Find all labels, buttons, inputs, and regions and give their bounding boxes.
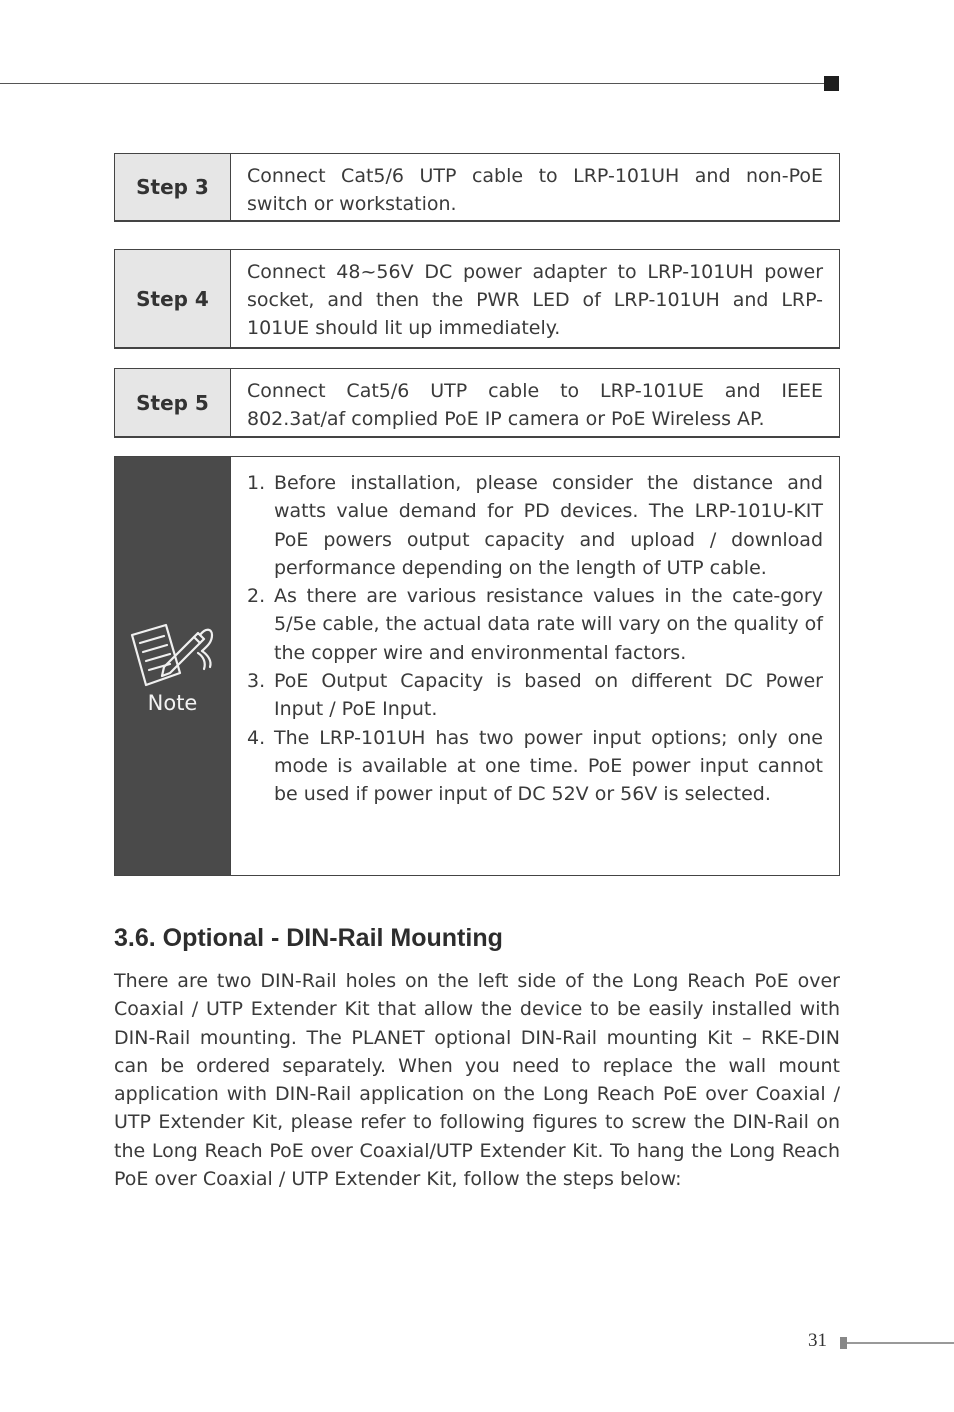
step-5-text: Connect Cat5/6 UTP cable to LRP-101UE and IEEE 802.3at/af complied PoE IP camera or PoE Wireless AP. [247,380,823,430]
note-item [247,582,823,667]
note-item-number: 1. [247,472,266,494]
step-3-text: Connect Cat5/6 UTP cable to LRP-101UH and non-PoE switch or workstation. [247,165,823,215]
note-table [114,456,840,876]
note-item [247,469,823,582]
note-label: Note [147,691,198,715]
step-4-label: Step 4 [115,250,231,347]
step-5-table [114,368,840,438]
note-list [231,457,839,875]
page-number: 31 [808,1330,827,1351]
step-4-text: Connect 48~56V DC power adapter to LRP-101UH power socket, and then the PWR LED of LRP-101UH and LRP-101UE should lit up immediately. [247,261,823,339]
note-item-number: 2. [247,585,266,608]
note-item [247,667,823,724]
step-3-table [114,153,840,222]
note-item-text: Before installation, please consider the distance and watts value demand for PD devices. The LRP-101U-KIT PoE powers output capacity and upload / download performance depending on the length of UTP cable. [274,472,823,579]
note-writing-icon [128,617,218,687]
header-rule [0,83,826,84]
footer-rule [847,1342,954,1344]
step-4-table [114,249,840,349]
note-item-text: PoE Output Capacity is based on different DC Power Input / PoE Input. [274,670,823,721]
step-3-label: Step 3 [115,154,231,220]
note-item-text: The LRP-101UH has two power input options; only one mode is available at one time. PoE power input cannot be used if power input of DC 52V or 56V is selected. [274,726,823,806]
note-item [247,724,823,809]
note-sidebar [115,457,231,875]
section-heading: 3.6. Optional - DIN-Rail Mounting [114,924,503,952]
header-square-marker [824,76,839,91]
note-item-text: As there are various resistance values in the cate-gory 5/5e cable, the actual data rate will vary on the quality of the copper wire and environmental factors. [274,585,823,664]
step-5-label: Step 5 [115,369,231,436]
note-item-number: 4. [247,726,266,749]
note-item-number: 3. [247,670,266,693]
footer-square-marker [840,1337,847,1349]
section-paragraph: There are two DIN-Rail holes on the left side of the Long Reach PoE over Coaxial / UTP Extender Kit that allow the device to be easily installed with DIN-Rail mounting. The PLANET optional DIN-Rail mounting Kit – RKE-DIN can be ordered separately. When you need to replace the wall mount application with DIN-Rail application on the Long Reach PoE over Coaxial / UTP Extender Kit, please refer to following ﬁgures to screw the DIN-Rail on the Long Reach PoE over Coaxial/UTP Extender Kit. To hang the Long Reach PoE over Coaxial / UTP Extender Kit, follow the steps below: [114,970,840,1191]
